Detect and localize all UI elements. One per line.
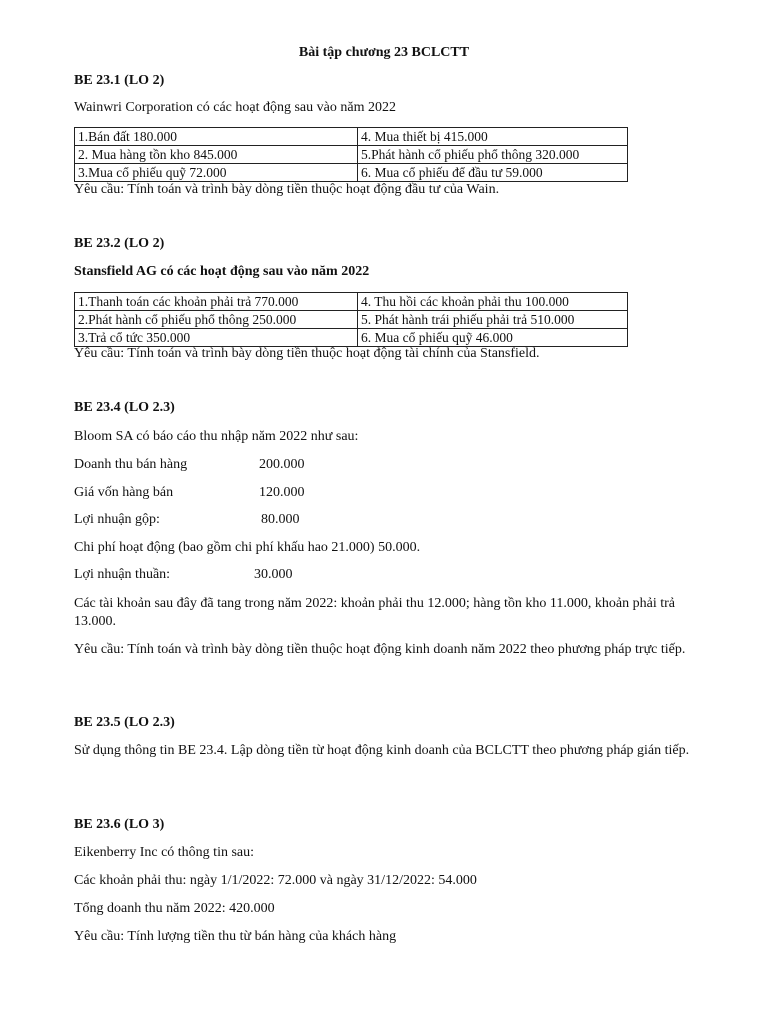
page-title: Bài tập chương 23 BCLCTT — [298, 45, 470, 60]
table-row — [75, 146, 628, 164]
gross-profit-value: 80.000 — [261, 512, 300, 527]
operating-expense: Chi phí hoạt động (bao gồm chi phí khấu hao 21.000) 50.000. — [74, 540, 421, 555]
be235-heading: BE 23.5 (LO 2.3) — [74, 715, 175, 730]
table-cell: 6. Mua cổ phiếu để đầu tư 59.000 — [358, 164, 628, 182]
cogs-label: Giá vốn hàng bán — [74, 485, 174, 500]
be231-requirement: Yêu cầu: Tính toán và trình bày dòng tiền thuộc hoạt động đầu tư của Wain. — [74, 182, 500, 197]
table-row — [75, 164, 628, 182]
be236-requirement: Yêu cầu: Tính lượng tiền thu từ bán hàng của khách hàng — [74, 929, 397, 944]
be235-text: Sử dụng thông tin BE 23.4. Lập dòng tiền từ hoạt động kinh doanh của BCLCTT theo phương pháp gián tiếp. — [74, 743, 690, 758]
table-cell: 1.Thanh toán các khoản phải trả 770.000 — [75, 293, 358, 311]
be232-table — [74, 292, 628, 347]
table-cell: 5.Phát hành cổ phiếu phổ thông 320.000 — [358, 146, 628, 164]
receivables-info: Các khoản phải thu: ngày 1/1/2022: 72.000 và ngày 31/12/2022: 54.000 — [74, 873, 477, 888]
be232-intro: Stansfield AG có các hoạt động sau vào năm 2022 — [74, 264, 370, 279]
be236-intro: Eikenberry Inc có thông tin sau: — [74, 845, 255, 860]
be232-requirement: Yêu cầu: Tính toán và trình bày dòng tiền thuộc hoạt động tài chính của Stansfield. — [74, 346, 540, 361]
table-cell: 3.Mua cổ phiếu quỹ 72.000 — [75, 164, 358, 182]
be231-heading: BE 23.1 (LO 2) — [74, 73, 165, 88]
table-row — [75, 311, 628, 329]
be234-intro: Bloom SA có báo cáo thu nhập năm 2022 như sau: — [74, 429, 359, 444]
table-cell: 2. Mua hàng tồn kho 845.000 — [75, 146, 358, 164]
be234-requirement: Yêu cầu: Tính toán và trình bày dòng tiền thuộc hoạt động kinh doanh năm 2022 theo phương pháp trực tiếp. — [74, 642, 686, 657]
table-cell: 2.Phát hành cổ phiếu phổ thông 250.000 — [75, 311, 358, 329]
cogs-value: 120.000 — [259, 485, 305, 500]
be231-table — [74, 127, 628, 182]
table-cell: 3.Trả cổ tức 350.000 — [75, 329, 358, 347]
account-changes: Các tài khoản sau đây đã tang trong năm 2022: khoản phải thu 12.000; hàng tồn kho 11.000, khoản phải trả 13.000. — [74, 596, 675, 629]
table-cell: 1.Bán đất 180.000 — [75, 128, 358, 146]
net-income-value: 30.000 — [254, 567, 293, 582]
gross-profit-label: Lợi nhuận gộp: — [74, 512, 160, 527]
table-row — [75, 128, 628, 146]
table-row — [75, 293, 628, 311]
table-cell: 5. Phát hành trái phiếu phải trả 510.000 — [358, 311, 628, 329]
be231-intro: Wainwri Corporation có các hoạt động sau vào năm 2022 — [74, 100, 396, 115]
total-revenue-info: Tổng doanh thu năm 2022: 420.000 — [74, 901, 275, 916]
revenue-label: Doanh thu bán hàng — [74, 457, 188, 472]
be234-heading: BE 23.4 (LO 2.3) — [74, 400, 175, 415]
net-income-label: Lợi nhuận thuần: — [74, 567, 171, 582]
be232-heading: BE 23.2 (LO 2) — [74, 236, 165, 251]
revenue-value: 200.000 — [259, 457, 305, 472]
table-cell: 6. Mua cổ phiếu quỹ 46.000 — [358, 329, 628, 347]
be236-heading: BE 23.6 (LO 3) — [74, 817, 165, 832]
table-cell: 4. Thu hồi các khoản phải thu 100.000 — [358, 293, 628, 311]
table-row — [75, 329, 628, 347]
table-cell: 4. Mua thiết bị 415.000 — [358, 128, 628, 146]
